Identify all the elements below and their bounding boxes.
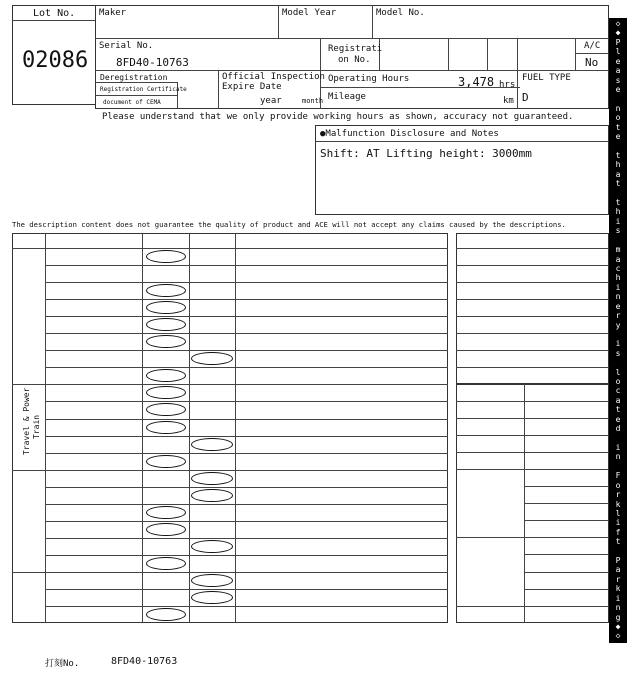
ok-option [146,489,186,502]
poor-option [191,540,233,553]
sidebar-char: g [615,612,621,622]
model-no-label: Model No. [376,8,425,18]
sidebar-char: i [615,518,621,528]
parts-row-line [456,418,609,419]
row-line [45,555,448,556]
mileage-label: Mileage [328,92,366,102]
row-line [45,316,448,317]
remarks-row-line [456,350,609,351]
table-vline [142,233,143,623]
sidebar-char: ◆ [615,28,621,38]
sidebar-char: ◇ [615,631,621,641]
km-label: km [503,96,514,106]
sidebar-char: n [615,452,621,462]
sidebar-char: i [615,593,621,603]
parts-header-line [456,401,609,402]
ok-option [146,506,186,519]
ok-option [146,608,186,621]
row-line [45,265,448,266]
sidebar-char: t [615,537,621,547]
sidebar-char: h [615,207,621,217]
parts-row-line [456,435,609,436]
poor-option [191,472,233,485]
sidebar-char: n [615,103,621,113]
sidebar-char: k [615,499,621,509]
parts-row-line [456,537,609,538]
sidebar-char: s [615,75,621,85]
registration-label-2: on No. [338,55,371,65]
row-line [45,367,448,368]
sidebar-char: F [615,471,621,481]
sidebar-char: t [615,198,621,208]
sidebar-char: n [615,292,621,302]
row-line [12,572,448,573]
row-line [45,350,448,351]
ok-option [146,557,186,570]
sidebar-char: ◇ [615,19,621,28]
parts-row-line [524,572,609,573]
serial-value: 8FD40-10763 [116,56,189,69]
poor-option [191,403,233,416]
poor-option [191,438,233,451]
poor-option [191,523,233,536]
sidebar-char: f [615,527,621,537]
sidebar-char: n [615,603,621,613]
row-line [45,453,448,454]
poor-option [191,369,233,382]
sidebar-char: h [615,160,621,170]
sidebar-char: d [615,424,621,434]
sidebar-char [616,237,621,245]
row-line [45,436,448,437]
sidebar-char: s [615,226,621,236]
sidebar-char: i [615,339,621,349]
remarks-row-line [456,265,609,266]
sidebar-char [616,463,621,471]
deregistration-label: Deregistration [100,73,168,82]
sidebar-char: r [615,311,621,321]
fuel-type-label: FUEL TYPE [522,73,571,83]
row-line [45,401,448,402]
sidebar-char: a [615,565,621,575]
sidebar-notice [609,18,627,643]
remarks-row-line [456,333,609,334]
remarks-row-line [456,367,609,368]
sidebar-char: i [615,216,621,226]
poor-option [191,557,233,570]
footer-label: 打刻No. [45,659,80,669]
sidebar-char: a [615,66,621,76]
sidebar-char: a [615,254,621,264]
sidebar-char: s [615,348,621,358]
sidebar-char: c [615,263,621,273]
sidebar-char: y [615,320,621,330]
ok-option [146,523,186,536]
lot-label: Lot No. [33,8,76,19]
inspection-label: Official Inspection [222,72,325,82]
table-vline [235,233,236,623]
sidebar-char: h [615,273,621,283]
sidebar-char [616,95,621,103]
row-line [45,538,448,539]
sidebar-char: a [615,169,621,179]
ok-option [146,472,186,485]
sidebar-char: a [615,395,621,405]
sidebar-char: P [615,37,621,47]
sidebar-char: t [615,179,621,189]
sidebar-char: r [615,574,621,584]
remarks-row-line [456,282,609,283]
sidebar-char: ◆ [615,622,621,631]
sidebar-char: i [615,442,621,452]
malfunction-title: ●Malfunction Disclosure and Notes [320,129,499,139]
ok-option [146,352,186,365]
ok-option [146,591,186,604]
parts-row-line [456,606,609,607]
model-year-label: Model Year [282,8,337,18]
serial-label: Serial No. [99,41,154,51]
row-line [45,333,448,334]
parts-row-line [456,469,609,470]
remarks-frame [456,233,609,384]
hrs-label: hrs [499,80,516,90]
parts-row-line [456,452,609,453]
sidebar-char: P [615,556,621,566]
group-label-2: Train [32,414,41,440]
row-line [12,470,448,471]
sidebar-char: r [615,490,621,500]
sidebar-char: k [615,584,621,594]
poor-option [191,591,233,604]
lot-number: 02086 [22,48,89,73]
row-line [45,282,448,283]
maker-label: Maker [99,8,127,18]
row-line [45,589,448,590]
sidebar-char [616,359,621,367]
row-line [45,419,448,420]
sidebar-char: t [615,150,621,160]
remarks-header-line [456,248,609,249]
disclaimer-text: The description content does not guarantee the quality of product and ACE will not accept any claims caused by the descriptions. [12,220,566,229]
sidebar-char: o [615,377,621,387]
sidebar-char: l [615,508,621,518]
row-line [45,504,448,505]
row-line [12,384,448,385]
parts-row-line [524,589,609,590]
poor-option [191,335,233,348]
sidebar-char: c [615,386,621,396]
notice-text: Please understand that we only provide working hours as shown, accuracy not guaranteed. [102,112,574,122]
row-line [45,521,448,522]
table-vline [45,233,46,623]
month-label: month [302,97,324,105]
ac-label: A/C [584,41,601,51]
sidebar-char [616,548,621,556]
sidebar-char: o [615,480,621,490]
sidebar-char [616,331,621,339]
sidebar-char [616,190,621,198]
poor-option [191,489,233,502]
footer-value: 8FD40-10763 [111,656,178,667]
cema-label: document of CEMA [103,99,161,106]
poor-option [191,386,233,399]
parts-row-line [524,554,609,555]
malfunction-text: Shift: AT Lifting height: 3000mm [320,147,532,160]
parts-row-line [524,520,609,521]
sidebar-char: e [615,301,621,311]
sidebar-char: l [615,367,621,377]
ok-option [146,574,186,587]
ac-value: No [585,56,599,69]
ok-option [146,284,186,297]
remarks-row-line [456,316,609,317]
reg-cert-label: Registration Certificate [100,86,187,93]
sidebar-char: t [615,405,621,415]
sidebar-char: e [615,132,621,142]
row-line [45,299,448,300]
sidebar-char: t [615,122,621,132]
poor-option [191,608,233,621]
operating-hours-value: 3,478 [458,75,495,89]
inspection-label-2: Expire Date [222,82,282,92]
poor-option [191,250,233,263]
poor-option [191,506,233,519]
poor-option [191,301,233,314]
parts-row-line [524,503,609,504]
sidebar-char: e [615,84,621,94]
registration-label: Registrati [328,44,383,54]
sidebar-char: o [615,113,621,123]
row-line [45,606,448,607]
poor-option [191,284,233,297]
sidebar-char: e [615,56,621,66]
remarks-row-line [456,299,609,300]
sidebar-char [616,435,621,443]
ok-option [146,421,186,434]
poor-option [191,421,233,434]
poor-option [191,574,233,587]
sidebar-char: i [615,282,621,292]
ok-option [146,250,186,263]
sidebar-char: m [615,245,621,255]
sidebar-char [616,142,621,150]
table-vline [189,233,190,623]
poor-option [191,455,233,468]
poor-option [191,318,233,331]
ok-option [146,540,186,553]
group-label: Travel & Power [22,387,31,456]
fuel-type-value: D [522,91,529,104]
sidebar-char: e [615,414,621,424]
header-line [12,248,448,249]
operating-hours-label: Operating Hours [328,74,410,84]
ok-option [146,455,186,468]
year-label: year [260,96,282,106]
sidebar-char: l [615,47,621,57]
ok-option [146,438,186,451]
parts-row-line [524,486,609,487]
row-line [45,487,448,488]
